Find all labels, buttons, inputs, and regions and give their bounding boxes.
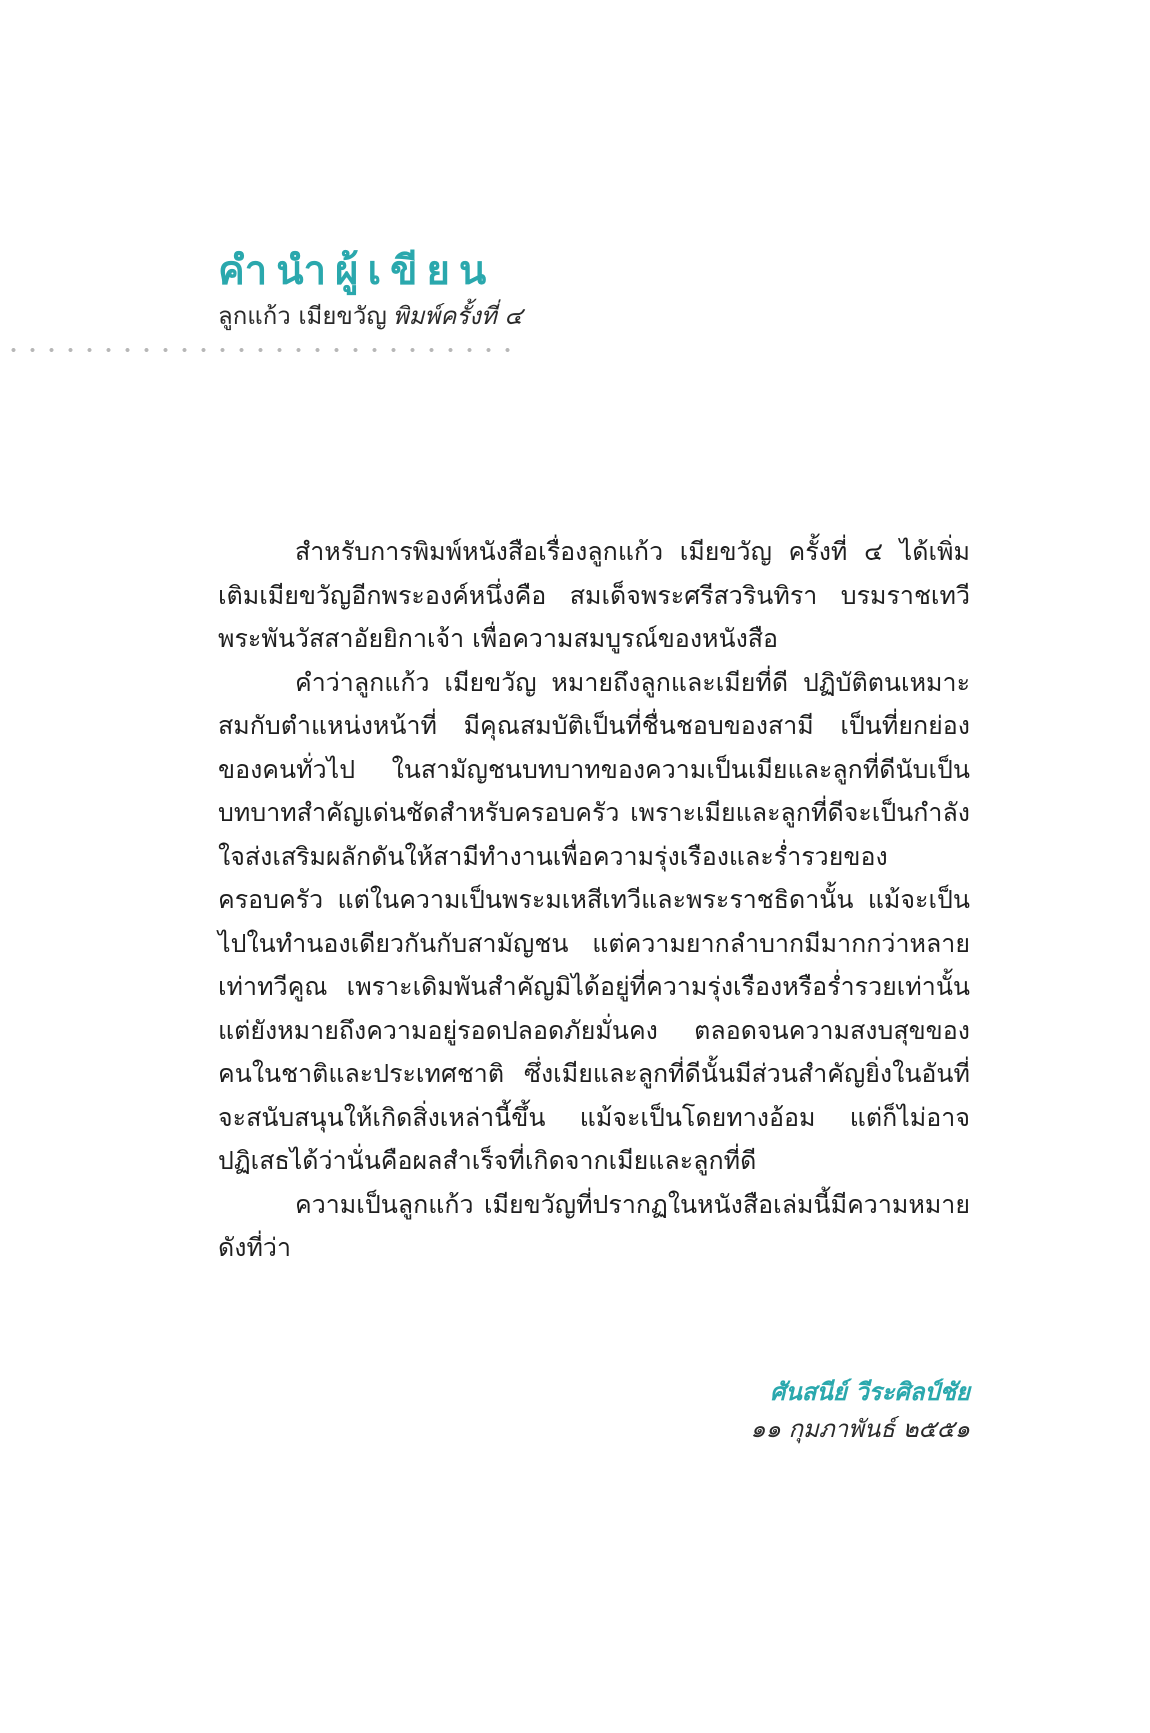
dotted-divider (0, 346, 520, 354)
subtitle-book-name: ลูกแก้ว เมียขวัญ (218, 302, 387, 330)
page-subtitle (218, 300, 523, 332)
signature-date: ๑๑ กุมภาพันธ์ ๒๕๕๑ (750, 1415, 970, 1443)
author-signature (750, 1374, 970, 1448)
subtitle-edition: พิมพ์ครั้งที่ ๔ (392, 302, 523, 330)
preface-paragraph-1: สำหรับการพิมพ์หนังสือเรื่องลูกแก้ว เมียขวัญ ครั้งที่ ๔ ได้เพิ่มเติมเมียขวัญอีกพระองค์หนึ่งคือ สมเด็จพระศรีสวรินทิรา บรมราชเทวี พระพันวัสสาอัยยิกาเจ้า เพื่อความสมบูรณ์ของหนังสือ (218, 537, 970, 653)
page-title: คำนำผู้เขียน (218, 248, 496, 294)
author-name: ศันสนีย์ วีระศิลป์ชัย (770, 1378, 970, 1406)
preface-body (218, 530, 970, 1270)
preface-paragraph-2: คำว่าลูกแก้ว เมียขวัญ หมายถึงลูกและเมียที่ดี ปฏิบัติตนเหมาะสมกับตำแหน่งหน้าที่ มีคุณสมบัติเป็นที่ชื่นชอบของสามี เป็นที่ยกย่องของคนทั่วไป ในสามัญชนบทบาทของความเป็นเมียและลูกที่ดีนับเป็นบทบาทสำคัญเด่นชัดสำหรับครอบครัว เพราะเมียและลูกที่ดีจะเป็นกำลังใจส่งเสริมผลักดันให้สามีทำงานเพื่อความรุ่งเรืองและร่ำรวยของครอบครัว แต่ในความเป็นพระมเหสีเทวีและพระราชธิดานั้น แม้จะเป็นไปในทำนองเดียวกันกับสามัญชน แต่ความยากลำบากมีมากกว่าหลายเท่าทวีคูณ เพราะเดิมพันสำคัญมิได้อยู่ที่ความรุ่งเรืองหรือร่ำรวยเท่านั้น แต่ยังหมายถึงความอยู่รอดปลอดภัยมั่นคง ตลอดจนความสงบสุขของคนในชาติและประเทศชาติ ซึ่งเมียและลูกที่ดีนั้นมีส่วนสำคัญยิ่งในอันที่จะสนับสนุนให้เกิดสิ่งเหล่านี้ขึ้น แม้จะเป็นโดยทางอ้อม แต่ก็ไม่อาจปฏิเสธได้ว่านั่นคือผลสำเร็จที่เกิดจากเมียและลูกที่ดี (218, 667, 970, 1175)
preface-paragraph-3: ความเป็นลูกแก้ว เมียขวัญที่ปรากฏในหนังสือเล่มนี้มีความหมายดังที่ว่า (218, 1189, 970, 1262)
page-header (218, 244, 523, 332)
